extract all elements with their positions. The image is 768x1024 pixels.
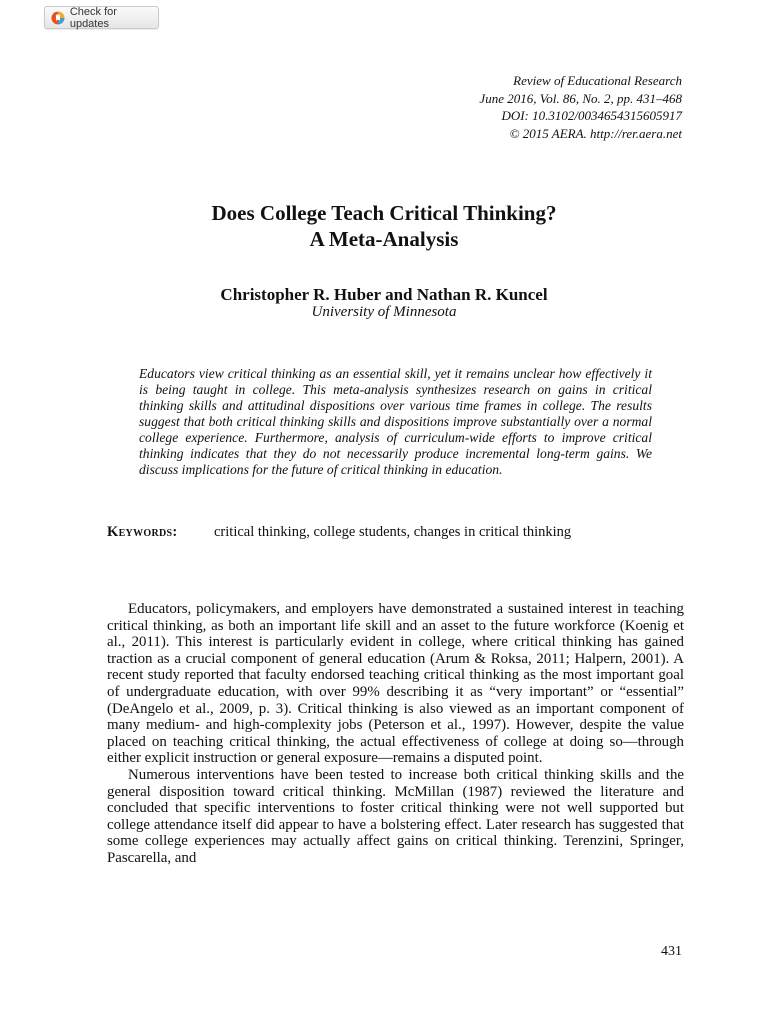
journal-info [479,72,682,142]
body-text [107,601,684,867]
body-paragraph-1: Educators, policymakers, and employers have demonstrated a sustained interest in teaching critical thinking, as both an important life skill and an asset to the future workforce (Koenig et al., 2011). This interest is particularly evident in college, where critical thinking has gained traction as a crucial component of general education (Arum & Roksa, 2011; Halpern, 2001). A recent study reported that faculty endorsed teaching critical thinking as the most important goal of undergraduate education, with over 99% describing it as “very important” or “essential” (DeAngelo et al., 2009, p. 3). Critical thinking is also viewed as an important component of many medium- and high-complexity jobs (Peterson et al., 1997). However, despite the value placed on teaching critical thinking, the actual effectiveness of college at doing so—through either explicit instruction or general exposure—remains a disputed point. [107,601,684,767]
abstract: Educators view critical thinking as an essential skill, yet it remains unclear how effectively it is being taught in college. This meta-analysis synthesizes research on gains in critical thinking skills and attitudinal dispositions over various time frames in college. The results suggest that both critical thinking skills and dispositions improve substantially over a normal college experience. Furthermore, analysis of curriculum-wide efforts to improve critical thinking indicates that they do not necessarily produce incremental long-term gains. We discuss implications for the future of critical thinking in education. [139,366,652,477]
keywords-label: Keywords: [107,524,178,540]
journal-doi: DOI: 10.3102/0034654315605917 [501,108,682,123]
journal-name: Review of Educational Research [513,73,682,88]
keywords-line [107,523,655,541]
check-for-updates-label: Check for updates [69,5,117,30]
crossmark-icon [51,11,65,25]
keywords-text: critical thinking, college students, changes in critical thinking [214,524,572,540]
affiliation: University of Minnesota [311,304,457,320]
page-number: 431 [661,944,682,959]
journal-copyright: © 2015 AERA. http://rer.aera.net [509,125,682,141]
authors: Christopher R. Huber and Nathan R. Kuncel [220,285,548,304]
check-for-updates-button[interactable] [44,6,159,29]
article-title [0,200,768,252]
title-line-2: A Meta-Analysis [309,227,459,251]
body-paragraph-2: Numerous interventions have been tested to increase both critical thinking skills and the general disposition toward critical thinking. McMillan (1987) reviewed the literature and concluded that specific interventions to foster critical thinking were not well supported but college attendance itself did appear to have a bolstering effect. Later research has suggested that some college experiences may actually affect gains on critical thinking. Terenzini, Springer, Pascarella, and [107,766,684,866]
journal-issue: June 2016, Vol. 86, No. 2, pp. 431–468 [479,90,682,106]
title-line-1: Does College Teach Critical Thinking? [211,201,557,225]
